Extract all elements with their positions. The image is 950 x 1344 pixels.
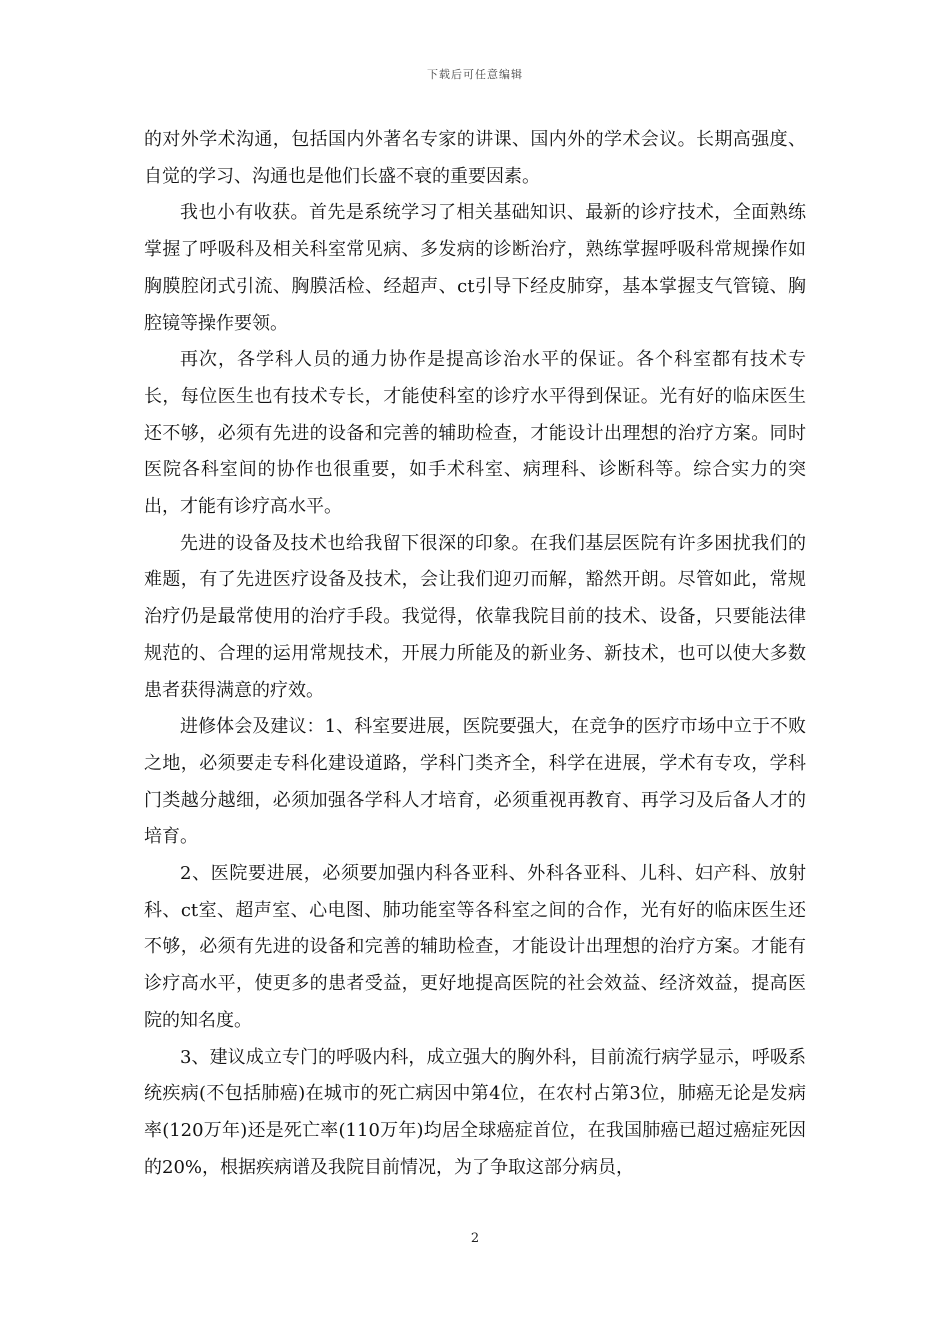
paragraph-suggestion-3: 3、建议成立专门的呼吸内科，成立强大的胸外科，目前流行病学显示，呼吸系统疾病(不包括肺癌)在城市的死亡病因中第4位，在农村占第3位，肺癌无论是发病率(120万年)还是死亡率(110万年)均居全球癌症首位，在我国肺癌已超过癌症死因的20%，根据疾病谱及我院目前情况，为了争取这部分病员，: [144, 1046, 806, 1178]
paragraph-continuation: 的对外学术沟通，包括国内外著名专家的讲课、国内外的学术会议。长期高强度、自觉的学习、沟通也是他们长盛不衰的重要因素。: [144, 129, 806, 187]
page-number: 2: [470, 1231, 480, 1246]
paragraph-gains: 我也小有收获。首先是系统学习了相关基础知识、最新的诊疗技术，全面熟练掌握了呼吸科及相关科室常见病、多发病的诊断治疗，熟练掌握呼吸科常规操作如胸膜腔闭式引流、胸膜活检、经超声、ct引导下经皮肺穿，基本掌握支气管镜、胸腔镜等操作要领。: [144, 202, 806, 334]
paragraph-suggestion-1: 进修体会及建议：1、科室要进展，医院要强大，在竞争的医疗市场中立于不败之地，必须要走专科化建设道路，学科门类齐全，科学在进展，学术有专攻，学科门类越分越细，必须加强各学科人才培育，必须重视再教育、再学习及后备人才的培育。: [144, 716, 806, 848]
paragraph-cooperation: 再次，各学科人员的通力协作是提高诊治水平的保证。各个科室都有技术专长，每位医生也有技术专长，才能使科室的诊疗水平得到保证。光有好的临床医生还不够，必须有先进的设备和完善的辅助检查，才能设计出理想的治疗方案。同时医院各科室间的协作也很重要，如手术科室、病理科、诊断科等。综合实力的突出，才能有诊疗高水平。: [144, 349, 806, 518]
paragraph-equipment: 先进的设备及技术也给我留下很深的印象。在我们基层医院有许多困扰我们的难题，有了先进医疗设备及技术，会让我们迎刃而解，豁然开朗。尽管如此，常规治疗仍是最常使用的治疗手段。我觉得，依靠我院目前的技术、设备，只要能法律规范的、合理的运用常规技术，开展力所能及的新业务、新技术，也可以使大多数患者获得满意的疗效。: [144, 532, 806, 701]
page-header-note: 下载后可任意编辑: [427, 68, 523, 81]
paragraph-suggestion-2: 2、医院要进展，必须要加强内科各亚科、外科各亚科、儿科、妇产科、放射科、ct室、超声室、心电图、肺功能室等各科室之间的合作，光有好的临床医生还不够，必须有先进的设备和完善的辅助检查，才能设计出理想的治疗方案。才能有诊疗高水平，使更多的患者受益，更好地提高医院的社会效益、经济效益，提高医院的知名度。: [144, 863, 806, 1031]
document-body: [144, 122, 806, 1186]
